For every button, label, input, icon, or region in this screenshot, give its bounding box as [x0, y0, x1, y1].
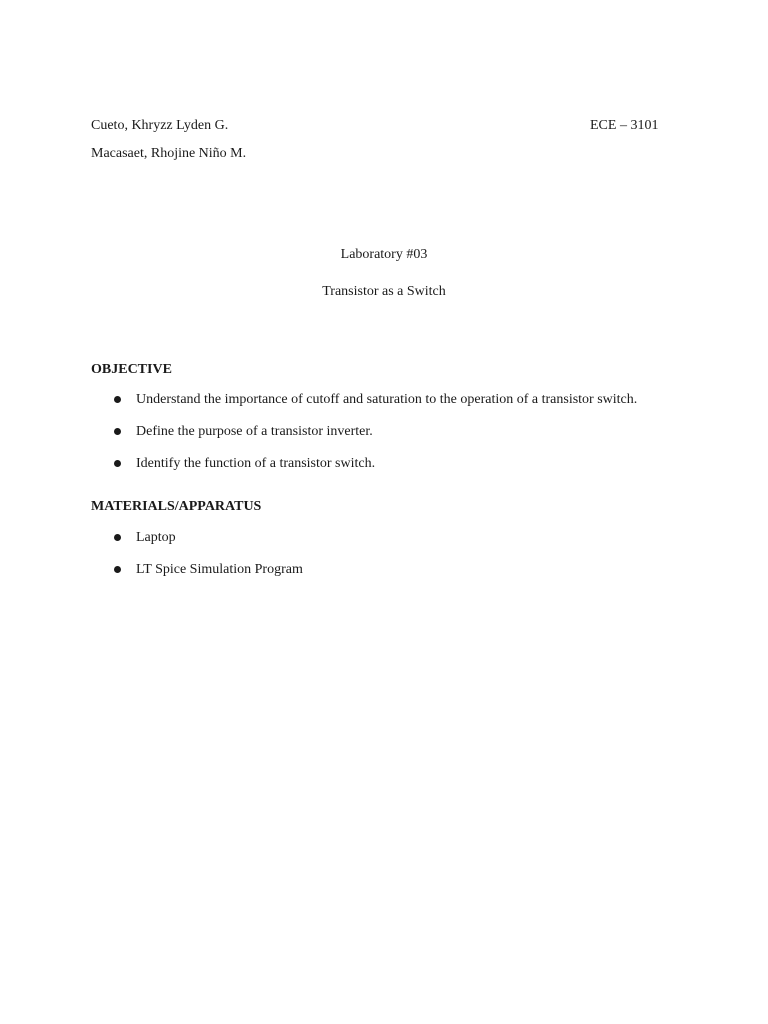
objective-item-text: Identify the function of a transistor switch.	[136, 456, 376, 471]
bullet-icon	[114, 460, 121, 467]
course-code: ECE – 3101	[590, 118, 659, 133]
lab-title: Transistor as a Switch	[322, 284, 446, 299]
bullet-icon	[114, 534, 121, 541]
objective-item-text: Define the purpose of a transistor inverter.	[136, 424, 373, 439]
materials-heading: MATERIALS/APPARATUS	[91, 499, 262, 514]
materials-item-text: Laptop	[136, 530, 176, 545]
author-name-2: Macasaet, Rhojine Niño M.	[91, 146, 247, 161]
lab-number: Laboratory #03	[340, 247, 428, 262]
objective-item-text: Understand the importance of cutoff and saturation to the operation of a transistor switch.	[136, 392, 638, 407]
author-name-1: Cueto, Khryzz Lyden G.	[91, 118, 229, 133]
bullet-icon	[114, 428, 121, 435]
bullet-icon	[114, 396, 121, 403]
objective-heading: OBJECTIVE	[91, 362, 172, 377]
materials-item-text: LT Spice Simulation Program	[136, 562, 303, 577]
bullet-icon	[114, 566, 121, 573]
